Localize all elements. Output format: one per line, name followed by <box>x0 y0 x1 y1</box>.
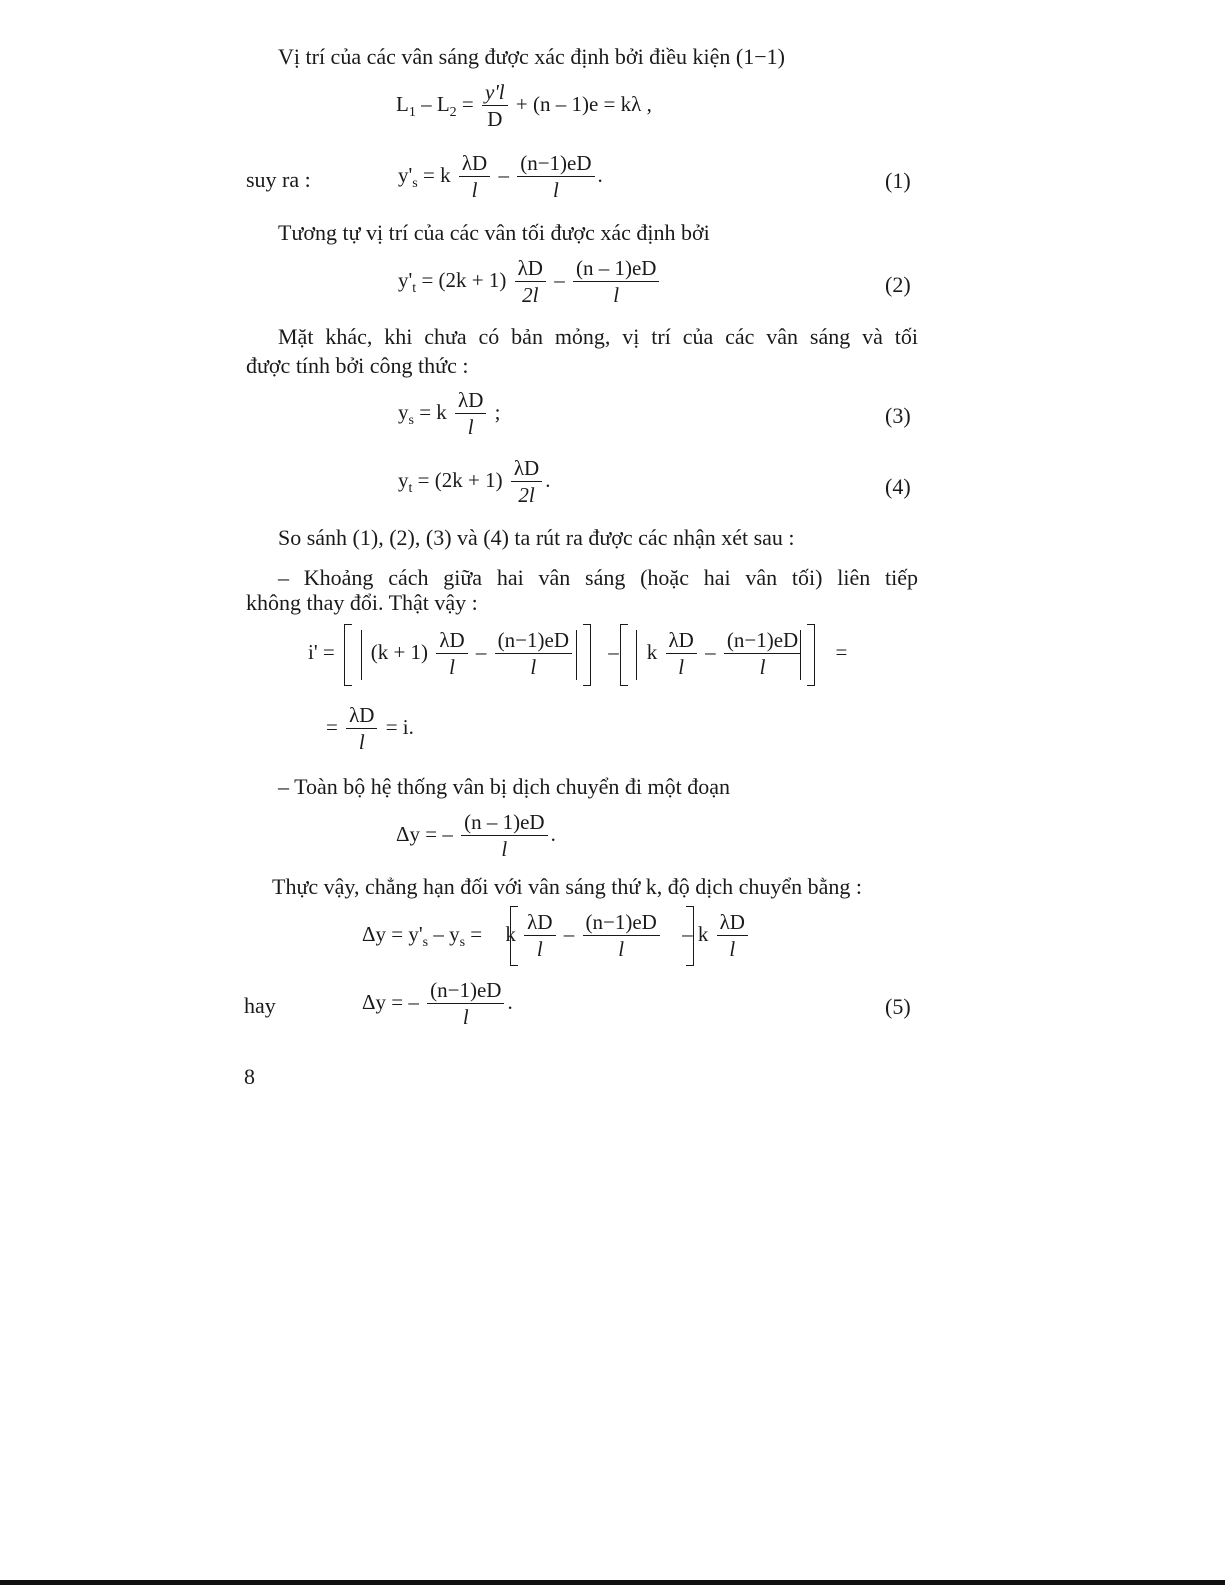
paragraph-6-line-2: không thay đổi. Thật vậy : <box>246 590 478 615</box>
fraction: $\frac{\lambda D}{l}$ <box>666 630 697 678</box>
left-bracket <box>620 624 628 686</box>
equation-number-2: (2) <box>885 272 911 297</box>
fraction: $\frac{(n-1)eD}{l}$ <box>583 912 660 960</box>
fraction: $\frac{\lambda D}{2l}$ <box>515 258 546 306</box>
fraction: $\frac{\lambda D}{l}$ <box>459 153 490 201</box>
abs-bar <box>361 630 362 680</box>
right-bracket <box>686 906 694 966</box>
equation-shift-derivation: $\Delta y = y'_s - y_s = k$ $\frac{\lambda D}{l}$ – $\frac{(n-1)eD}{l}$ – k $\frac{\lambda D}{l}$ <box>362 912 751 960</box>
equation-number-4: (4) <box>885 474 911 499</box>
scan-edge-line <box>0 1580 1225 1585</box>
equation-5: Δy = – $\frac{(n-1)eD}{l}$ . <box>362 978 513 1029</box>
paragraph-line-8: Thực vậy, chẳng hạn đối với vân sáng thứ k, độ dịch chuyển bằng : <box>272 874 863 899</box>
paragraph-6: – Khoảng cách giữa hai vân sáng (hoặc hai vân tối) liên tiếp <box>278 565 918 590</box>
paragraph-line-1: Vị trí của các vân sáng được xác định bởi điều kiện (1−1) <box>278 44 785 69</box>
equation-number-3: (3) <box>885 403 911 428</box>
equation-number-1: (1) <box>885 168 911 193</box>
paragraph-4-line-2: được tính bởi công thức : <box>246 353 469 378</box>
equation-shift: Δy = – $\frac{(n - 1)eD}{l}$ . <box>396 810 556 861</box>
paragraph-line-5: So sánh (1), (2), (3) và (4) ta rút ra được các nhận xét sau : <box>278 525 795 550</box>
equation-4: $y_t = (2k + 1)$ $\frac{\lambda D}{2l}$ . <box>398 456 551 507</box>
fraction: $\frac{(n-1)eD}{l}$ <box>517 153 594 201</box>
abs-bar <box>576 630 577 680</box>
abs-bar <box>636 630 637 680</box>
fraction: $\frac{(n - 1)eD}{l}$ <box>573 258 659 306</box>
abs-bar <box>800 630 801 680</box>
fraction: $\frac{\lambda D}{l}$ <box>436 630 467 678</box>
equation-1: $y'_s = k$ $\frac{\lambda D}{l}$ – $\frac{(n-1)eD}{l}$ . <box>398 151 603 202</box>
fraction: $\frac{(n - 1)eD}{l}$ <box>461 812 547 860</box>
right-bracket <box>807 624 815 686</box>
equation-2: $y'_t = (2k + 1)$ $\frac{\lambda D}{2l}$ – $\frac{(n - 1)eD}{l}$ <box>398 258 662 306</box>
suy-ra-label: suy ra : <box>246 167 311 192</box>
equation-number-5: (5) <box>885 994 911 1019</box>
fraction: $\frac{(n-1)eD}{l}$ <box>495 630 572 678</box>
left-bracket <box>344 624 352 686</box>
paragraph-4: Mặt khác, khi chưa có bản mỏng, vị trí của các vân sáng và tối <box>278 324 918 349</box>
right-bracket <box>583 624 591 686</box>
fraction: $\frac{\lambda D}{l}$ <box>717 912 748 960</box>
fraction: $\frac{\lambda D}{2l}$ <box>511 458 542 506</box>
fraction: $\frac{(n-1)eD}{l}$ <box>724 630 801 678</box>
equation-fringe-spacing-result: = $\frac{\lambda D}{l}$ = i. <box>326 703 414 754</box>
paragraph-line-3: Tương tự vị trí của các vân tối được xác định bởi <box>278 220 710 245</box>
fraction: $\frac{\lambda D}{l}$ <box>524 912 555 960</box>
equation-path-difference: $L_1 - L_2$ = $\frac{y'l}{D}$ + (n – 1)e = kλ , <box>396 80 652 131</box>
fraction: $\frac{(n-1)eD}{l}$ <box>427 980 504 1028</box>
left-bracket <box>510 906 518 966</box>
fraction: $\frac{y'l}{D}$ <box>482 82 508 130</box>
page-number: 8 <box>244 1064 255 1089</box>
equation-3: $y_s = k$ $\frac{\lambda D}{l}$ ; <box>398 388 501 439</box>
paragraph-line-7: – Toàn bộ hệ thống vân bị dịch chuyển đi một đoạn <box>278 774 731 799</box>
equation-fringe-spacing: i' = (k + 1) $\frac{\lambda D}{l}$ – $\frac{(n-1)eD}{l}$ – k $\frac{\lambda D}{l}$ – $\frac{(n-1)eD}{l}$ = <box>308 628 848 679</box>
fraction: $\frac{\lambda D}{l}$ <box>455 390 486 438</box>
fraction: $\frac{\lambda D}{l}$ <box>346 705 377 753</box>
hay-label: hay <box>244 993 276 1018</box>
